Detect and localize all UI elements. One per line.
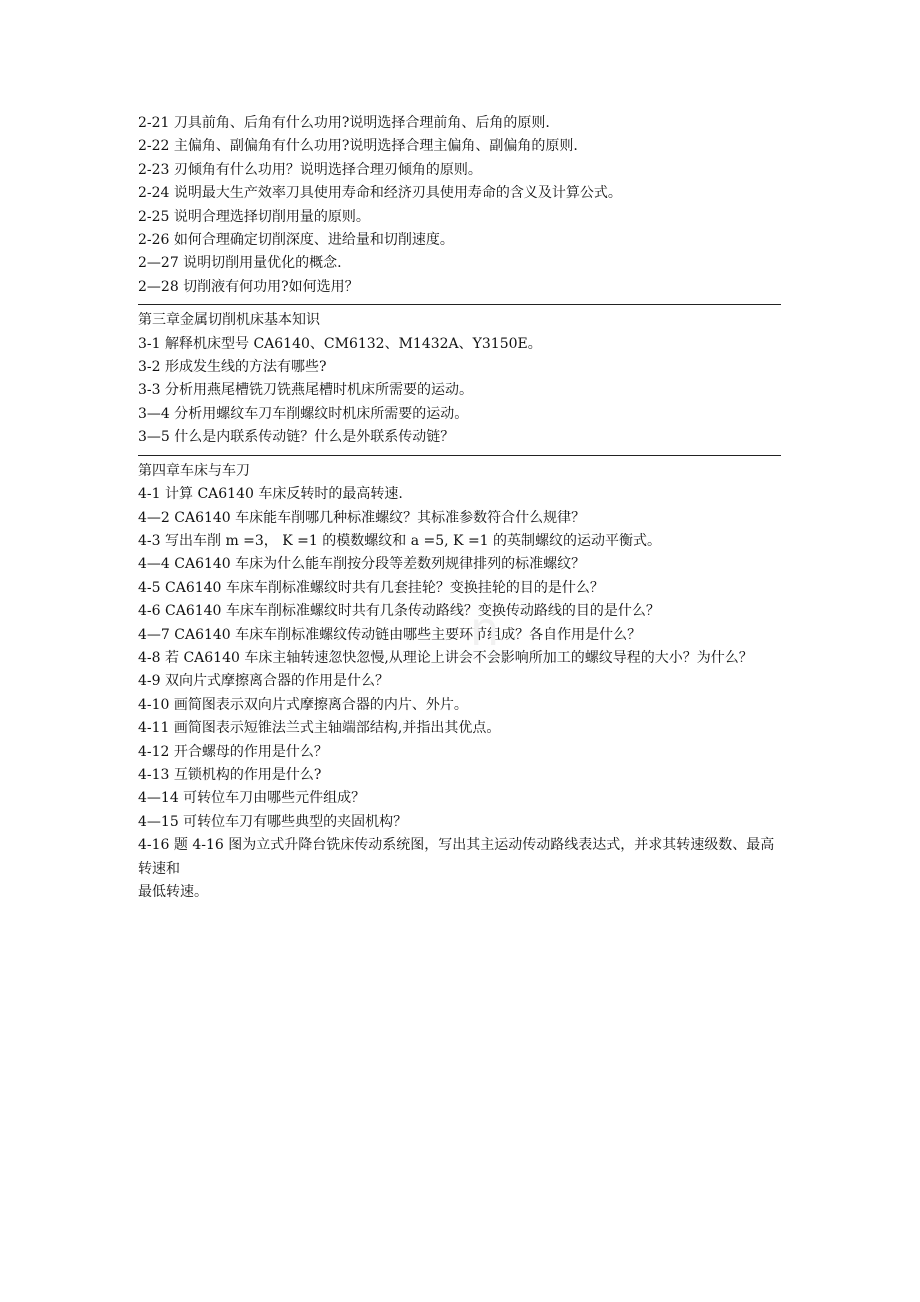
question-4-16: 4-16 题 4-16 图为立式升降台铣床传动系统图，写出其主运动传动路线表达式，并求其转速级数、最高转速和 (138, 837, 775, 877)
question-2-21: 2-21 刀具前角、后角有什么功用?说明选择合理前角、后角的原则. (138, 115, 550, 131)
question-3-3: 3-3 分析用燕尾槽铣刀铣燕尾槽时机床所需要的运动。 (138, 382, 473, 399)
section-3-chapter (138, 309, 788, 449)
question-4-11: 4-11 画简图表示短锥法兰式主轴端部结构,并指出其优点。 (138, 720, 501, 737)
question-4-2: 4—2 CA6140 车床能车削哪几种标准螺纹？其标准参数符合什么规律？ (138, 509, 586, 526)
question-4-5: 4-5 CA6140 车床车削标准螺纹时共有几套挂轮？变换挂轮的目的是什么？ (138, 579, 604, 596)
question-2-22: 2-22 主偏角、副偏角有什么功用?说明选择合理主偏角、副偏角的原则. (138, 138, 578, 155)
chapter-3-title: 第三章金属切削机床基本知识 (138, 312, 320, 329)
question-4-14: 4—14 可转位车刀由哪些元件组成？ (138, 790, 366, 807)
chapter-4-title: 第四章车床与车刀 (138, 462, 250, 479)
question-2-23: 2-23 刃倾角有什么功用？说明选择合理刃倾角的原则。 (138, 161, 482, 178)
question-2-28: 2—28 切削液有何功用?如何选用？ (138, 278, 359, 295)
question-2-25: 2-25 说明合理选择切削用量的原则。 (138, 208, 370, 225)
question-4-15: 4—15 可转位车刀有哪些典型的夹固机构？ (138, 813, 408, 830)
question-4-10: 4-10 画简图表示双向片式摩擦离合器的内片、外片。 (138, 696, 468, 713)
section-2-questions (138, 112, 788, 299)
question-2-27: 2—27 说明切削用量优化的概念. (138, 255, 342, 272)
question-4-12: 4-12 开合螺母的作用是什么？ (138, 743, 328, 760)
section-divider (138, 455, 781, 456)
question-3-5: 3—5 什么是内联系传动链？什么是外联系传动链？ (138, 429, 455, 446)
question-3-1: 3-1 解释机床型号 CA6140、CM6132、M1432A、Y3150E。 (138, 335, 542, 352)
question-4-13: 4-13 互锁机构的作用是什么? (138, 766, 322, 783)
section-divider (138, 304, 781, 305)
question-4-8: 4-8 若 CA6140 车床主轴转速忽快忽慢,从理论上讲会不会影响所加工的螺纹导程的大小？为什么？ (138, 649, 753, 666)
question-4-3: 4-3 写出车削 m =3， K =1 的模数螺纹和 a =5, K =1 的英制螺纹的运动平衡式。 (138, 532, 662, 549)
question-3-2: 3-2 形成发生线的方法有哪些? (138, 359, 327, 376)
question-4-1: 4-1 计算 CA6140 车床反转时的最高转速. (138, 486, 403, 503)
question-4-4: 4—4 CA6140 车床为什么能车削按分段等差数列规律排列的标准螺纹？ (138, 556, 586, 573)
question-4-7: 4—7 CA6140 车床车削标准螺纹传动链由哪些主要环节组成？各自作用是什么？ (138, 626, 642, 643)
document-page (138, 112, 788, 904)
question-2-24: 2-24 说明最大生产效率刀具使用寿命和经济刃具使用寿命的含义及计算公式。 (138, 185, 622, 202)
faint-watermark: n (470, 602, 502, 656)
section-4-chapter (138, 460, 788, 905)
question-4-9: 4-9 双向片式摩擦离合器的作用是什么？ (138, 673, 389, 690)
question-4-16-continuation: 最低转速。 (138, 884, 208, 900)
question-2-26: 2-26 如何合理确定切削深度、进给量和切削速度。 (138, 232, 454, 249)
question-4-6: 4-6 CA6140 车床车削标准螺纹时共有几条传动路线？变换传动路线的目的是什么？ (138, 603, 660, 620)
question-3-4: 3—4 分析用螺纹车刀车削螺纹时机床所需要的运动。 (138, 405, 469, 422)
